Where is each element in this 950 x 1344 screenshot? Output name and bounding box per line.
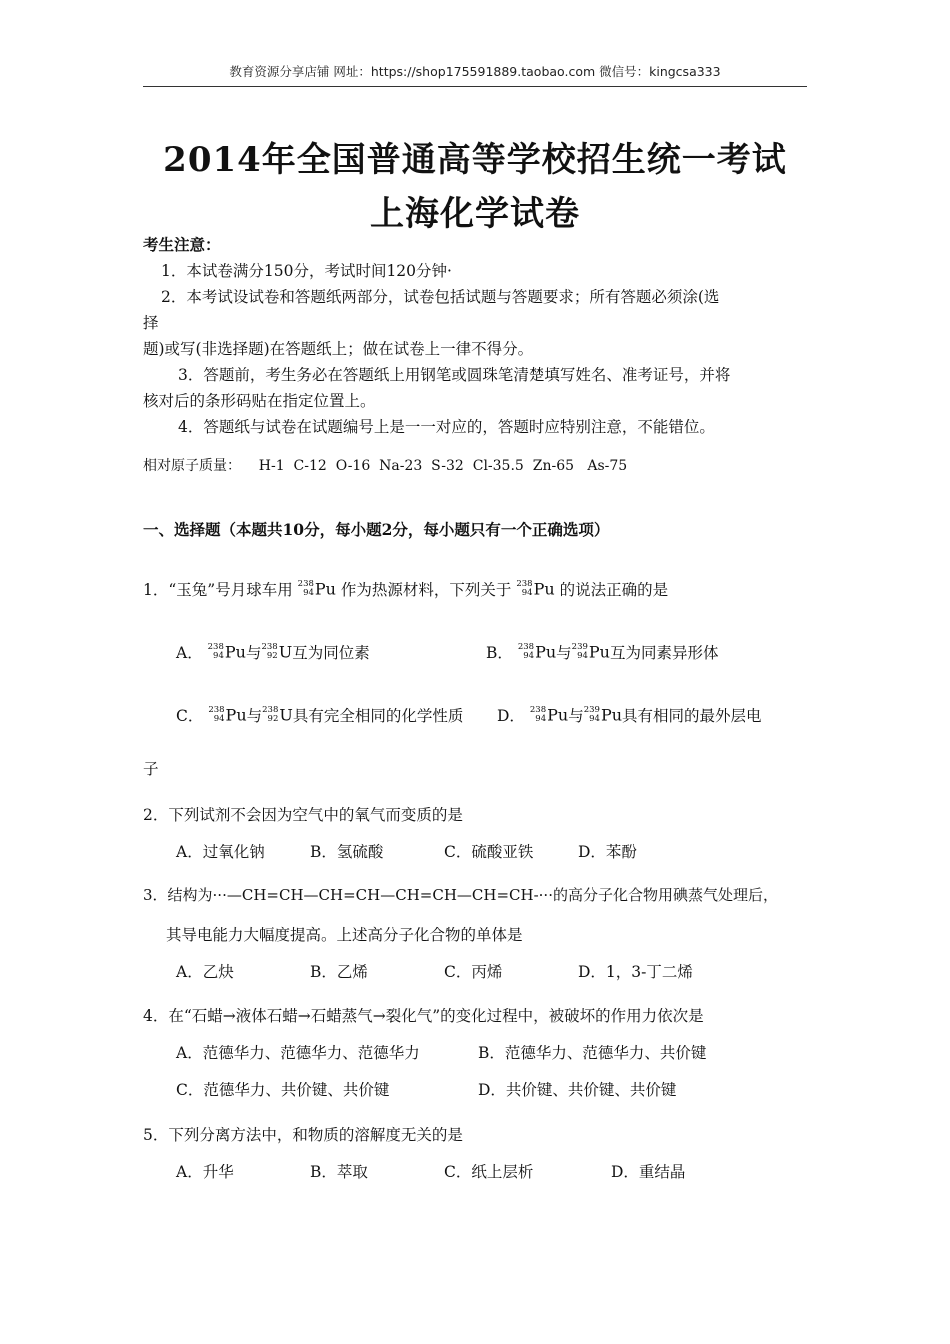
q1-option-a: A． 238 94 Pu与 238 92 U互为同位素 — [176, 642, 370, 662]
q3-option-b: B．乙烯 — [310, 963, 368, 981]
q1-option-d-cont: 子 — [143, 760, 159, 778]
nuclide-pu-238: 238 94 Pu — [516, 579, 555, 599]
notice-heading: 考生注意： — [143, 235, 221, 254]
notice-item-4: 4．答题纸与试卷在试题编号上是一一对应的，答题时应特别注意，不能错位。 — [178, 418, 715, 436]
q2-option-d: D．苯酚 — [578, 843, 637, 861]
notice-item-3-cont: 核对后的条形码贴在指定位置上。 — [143, 392, 376, 410]
q1-option-d: D． 238 94 Pu与 239 94 Pu具有相同的最外层电 — [497, 705, 762, 725]
q2-option-a: A．过氧化钠 — [176, 843, 265, 861]
q4-option-b: B．范德华力、范德华力、共价键 — [478, 1044, 707, 1062]
question-3-stem-cont: 其导电能力大幅度提高。上述高分子化合物的单体是 — [166, 926, 523, 944]
q1-option-c: C． 238 94 Pu与 238 92 U具有完全相同的化学性质 — [176, 705, 464, 725]
exam-title-line1: 2014年全国普通高等学校招生统一考试 — [163, 140, 787, 180]
notice-item-2-wrap: 择 — [143, 314, 159, 332]
notice-item-2-cont: 题)或写(非选择题)在答题纸上；做在试卷上一律不得分。 — [143, 340, 534, 358]
q1-stem-mid: 作为热源材料，下列关于 — [340, 581, 512, 599]
section-1-heading: 一、选择题（本题共10分，每小题2分，每小题只有一个正确选项） — [143, 520, 610, 539]
atomic-mass-line: 相对原子质量： H-1 C-12 O-16 Na-23 S-32 Cl-35.5 Zn-65 As-75 — [143, 458, 628, 474]
question-2-stem: 2．下列试剂不会因为空气中的氧气而变质的是 — [143, 806, 463, 824]
notice-item-1: 1．本试卷满分150分，考试时间120分钟· — [161, 262, 452, 280]
q3-option-d: D．1，3-丁二烯 — [578, 963, 693, 981]
q5-option-c: C．纸上层析 — [444, 1163, 534, 1181]
q2-option-b: B．氢硫酸 — [310, 843, 384, 861]
q1-stem-post: 的说法正确的是 — [559, 581, 669, 599]
notice-item-2: 2．本考试设试卷和答题纸两部分，试卷包括试题与答题要求；所有答题必须涂(选 — [161, 288, 720, 306]
q4-option-c: C．范德华力、共价键、共价键 — [176, 1081, 390, 1099]
q1-option-b: B． 238 94 Pu与 239 94 Pu互为同素异形体 — [486, 642, 719, 662]
q1-stem-pre: 1．“玉兔”号月球车用 — [143, 581, 293, 599]
notice-item-3: 3．答题前，考生务必在答题纸上用钢笔或圆珠笔清楚填写姓名、准考证号，并将 — [178, 366, 731, 384]
nuclide-pu-238: 238 94 Pu — [297, 579, 336, 599]
question-3-stem: 3．结构为···—CH=CH—CH=CH—CH=CH—CH=CH-···的高分子化合物用碘蒸气处理后， — [143, 886, 778, 904]
q3-option-c: C．丙烯 — [444, 963, 503, 981]
page-header: 教育资源分享店铺 网址：https://shop175591889.taobao.com 微信号：kingcsa333 — [143, 62, 807, 87]
question-5-stem: 5．下列分离方法中，和物质的溶解度无关的是 — [143, 1126, 463, 1144]
q5-option-a: A．升华 — [176, 1163, 234, 1181]
question-1-stem — [143, 578, 668, 600]
q5-option-d: D．重结晶 — [611, 1163, 686, 1181]
q3-option-a: A．乙炔 — [176, 963, 234, 981]
q4-option-a: A．范德华力、范德华力、范德华力 — [176, 1044, 420, 1062]
q5-option-b: B．萃取 — [310, 1163, 368, 1181]
q2-option-c: C．硫酸亚铁 — [444, 843, 534, 861]
question-4-stem: 4．在“石蜡→液体石蜡→石蜡蒸气→裂化气”的变化过程中，被破坏的作用力依次是 — [143, 1007, 704, 1025]
q4-option-d: D．共价键、共价键、共价键 — [478, 1081, 677, 1099]
exam-title-line2: 上海化学试卷 — [370, 194, 580, 234]
